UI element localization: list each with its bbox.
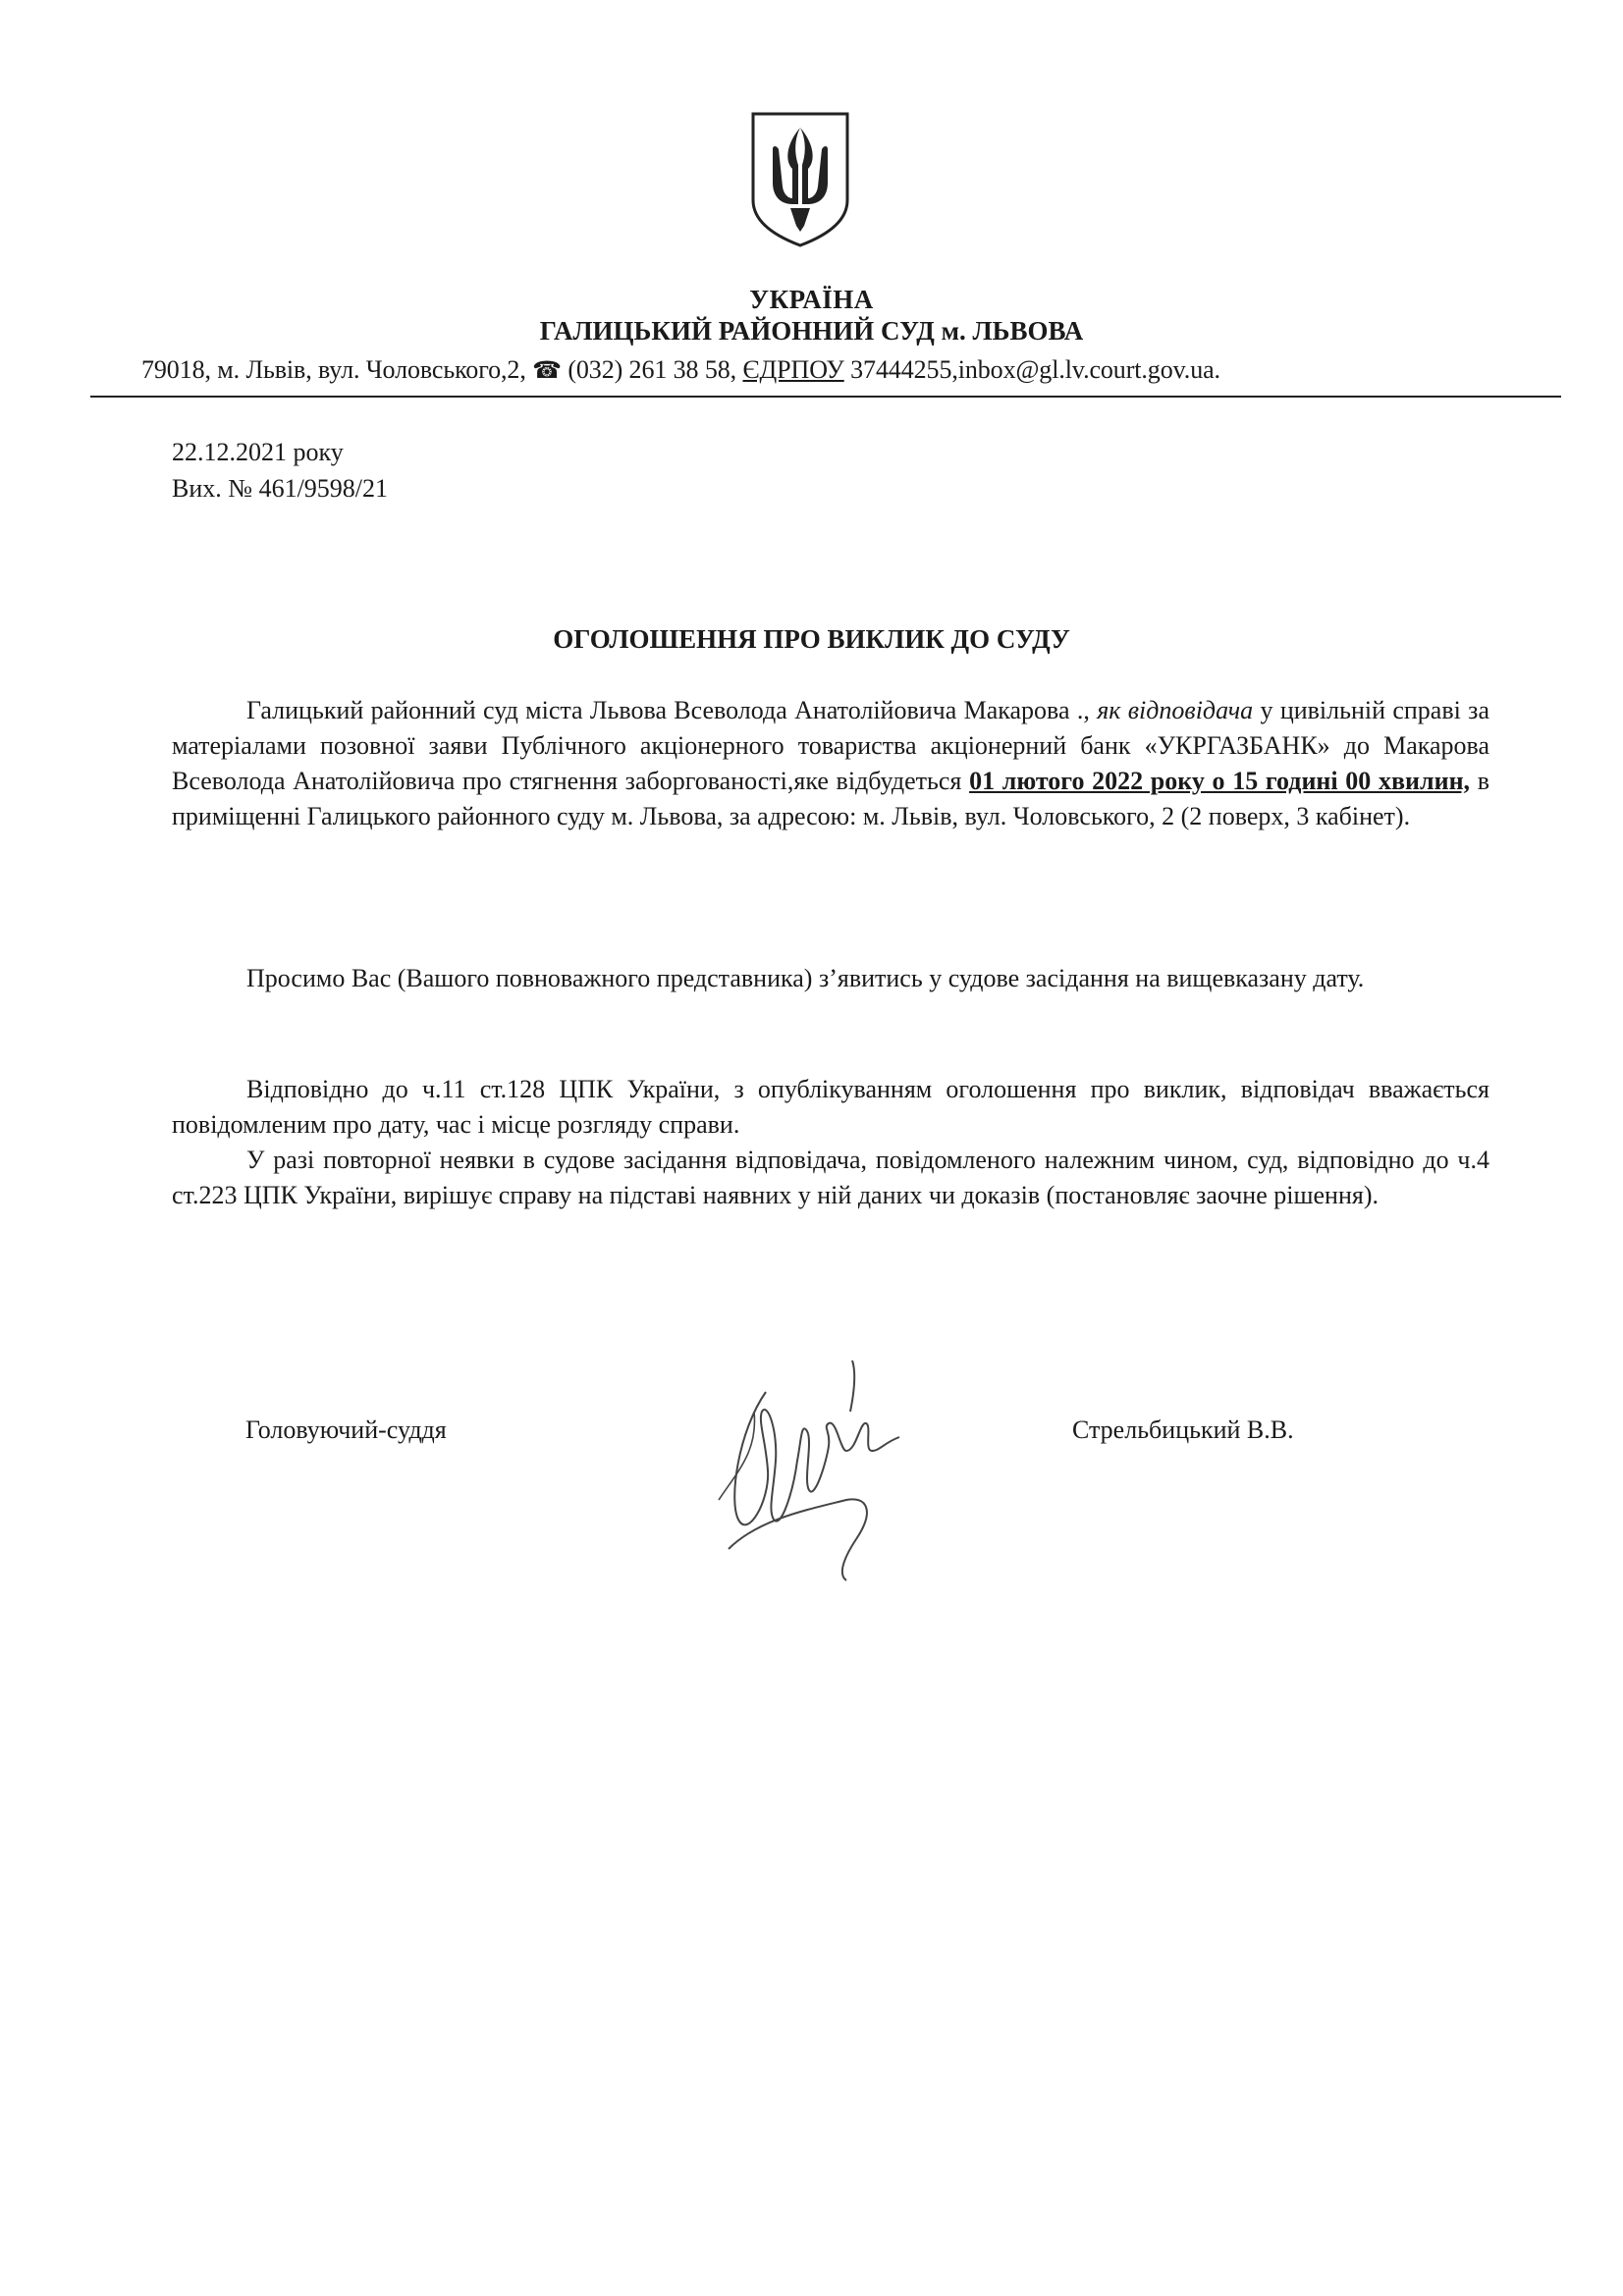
country-heading: УКРАЇНА — [749, 285, 874, 314]
notice-paragraph-2 — [172, 961, 1489, 996]
p1-text-c: у цивільній справі за матеріалами позовної заяви Публічного акціонерного товариства акціонерний банк «УКРГАЗБАНК» до Макарова Всеволода Анатолійовича про стягнення заборгованості,яке відбудеться — [172, 696, 1489, 795]
document-title: ОГОЛОШЕННЯ ПРО ВИКЛИК ДО СУДУ — [553, 624, 1070, 654]
tryzub-coat-of-arms-icon — [747, 110, 853, 249]
court-name-heading: ГАЛИЦЬКИЙ РАЙОННИЙ СУД м. ЛЬВОВА — [539, 316, 1084, 346]
address-edrpou-label: ЄДРПОУ — [742, 355, 844, 384]
header-divider — [90, 396, 1561, 398]
address-street: 79018, м. Львів, вул. Чоловського,2, — [141, 355, 526, 384]
phone-icon: ☎ — [532, 358, 562, 384]
hearing-datetime: 01 лютого 2022 року о 15 годині 00 хвилин, — [969, 767, 1471, 795]
p4-text: У разі повторної неявки в судове засідання відповідача, повідомленого належним чином, суд, відповідно до ч.4 ст.223 ЦПК України, вирішує справу на підставі наявних у ній даних чи доказів (постановляє заочне рішення). — [172, 1146, 1489, 1209]
p1-text-a: Галицький районний суд міста Львова Всеволода Анатолійовича Макарова ., — [246, 696, 1098, 724]
notice-paragraph-1 — [172, 693, 1489, 834]
address-phone: (032) 261 38 58, — [568, 355, 737, 384]
notice-paragraph-4 — [172, 1143, 1489, 1213]
handwritten-signature — [699, 1353, 915, 1583]
signatory-role: Головуючий-суддя — [245, 1415, 447, 1444]
document-date: 22.12.2021 року — [172, 438, 344, 466]
court-address-line — [141, 355, 1545, 385]
p3-text: Відповідно до ч.11 ст.128 ЦПК України, з опублікуванням оголошення про виклик, відповідач вважається повідомленим про дату, час і місце розгляду справи. — [172, 1075, 1489, 1139]
notice-paragraph-3 — [172, 1072, 1489, 1143]
address-edrpou-email: 37444255,inbox@gl.lv.court.gov.ua. — [850, 355, 1220, 384]
signatory-name: Стрельбицький В.В. — [1072, 1415, 1294, 1444]
p2-text: Просимо Вас (Вашого повноважного представника) з’явитись у судове засідання на вищевказану дату. — [246, 964, 1365, 992]
outgoing-number: Вих. № 461/9598/21 — [172, 474, 389, 503]
p1-italic-role: як відповідача — [1097, 696, 1254, 724]
p1-text-e: в приміщенні Галицького районного суду м. Львова, за адресою: м. Львів, вул. Чоловського, 2 (2 поверх, 3 кабінет). — [172, 767, 1490, 830]
